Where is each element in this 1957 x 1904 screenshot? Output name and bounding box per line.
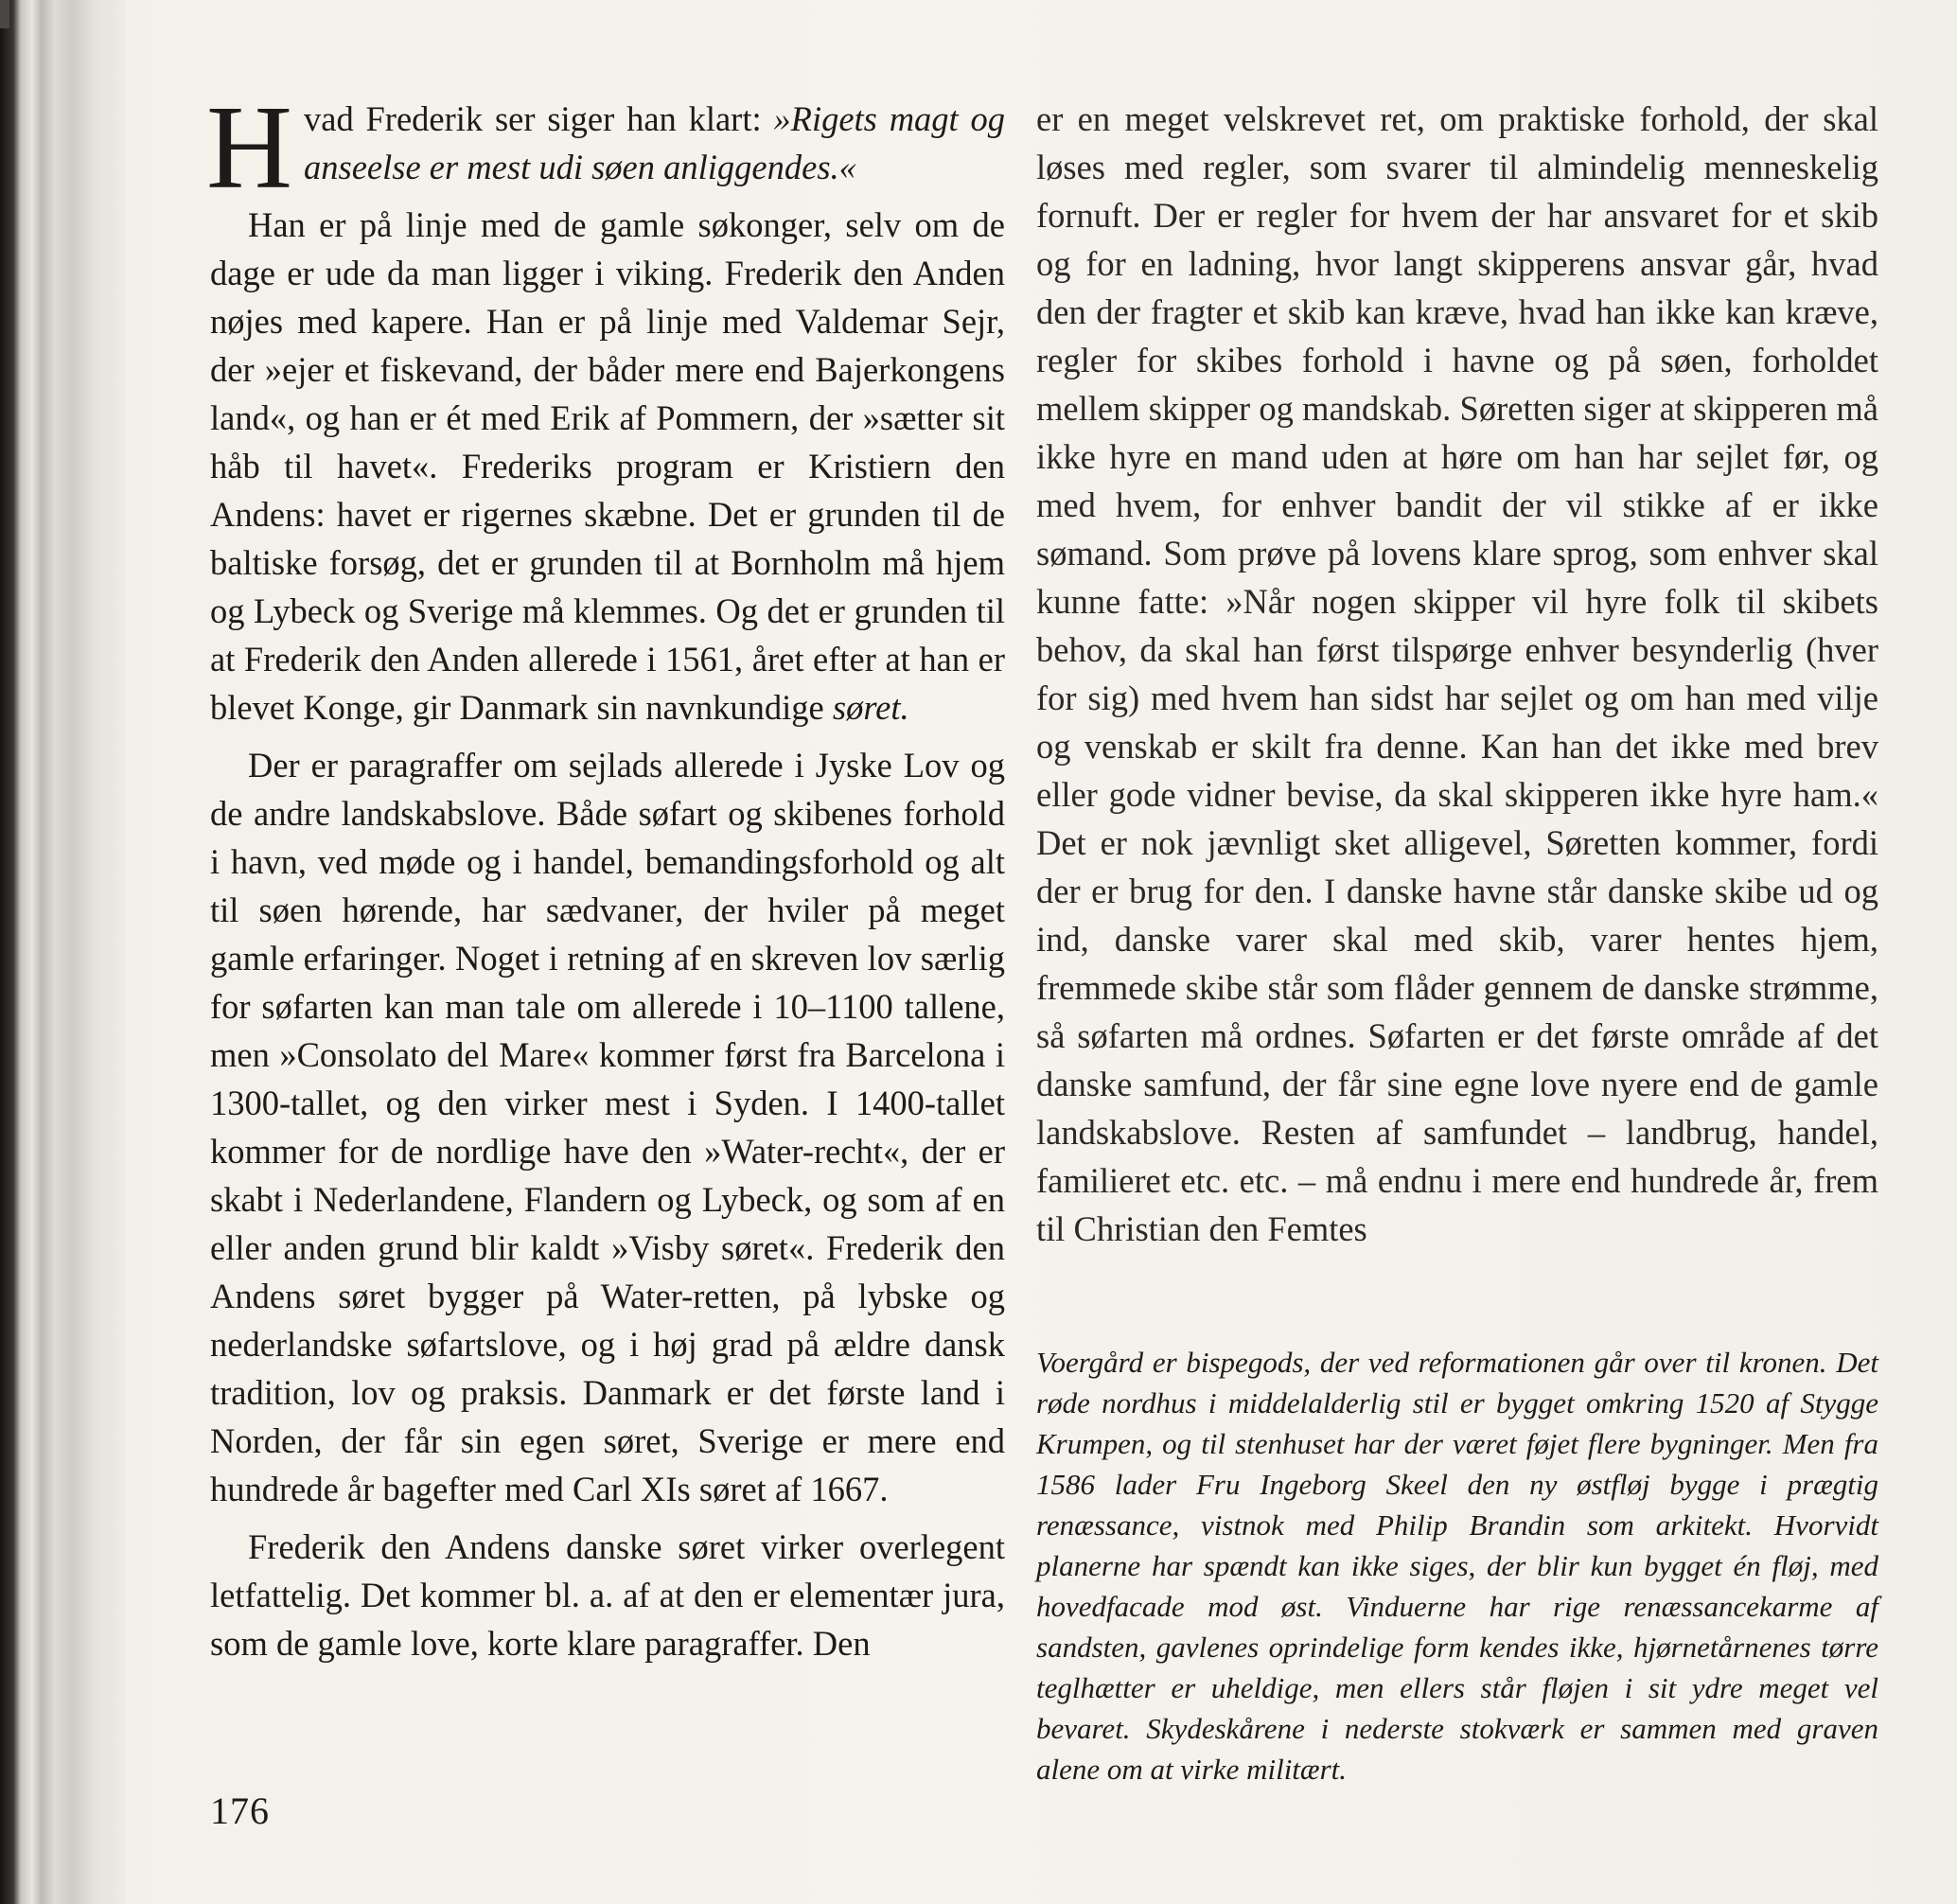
- right-text-column: [1036, 95, 1878, 1253]
- paragraph-maritime-law-history: Der er paragraffer om sejlads allerede i Jyske Lov og de andre landskabslove. Både søfart og skibenes forhold i havn, ved møde og i handel, bemandingsforhold og alt til søen hørende, har sædvaner, der hviler på meget gamle erfaringer. Noget i retning af en skreven lov særlig for søfarten kan man tale om allerede i 10–1100 tallene, men »Consolato del Mare« kommer først fra Barcelona i 1300-tallet, og den virker mest i Syden. I 1400-tallet kommer for de nordlige have den »Water-recht«, der er skabt i Nederlandene, Flandern og Lybeck, og som af en eller anden grund blir kaldt »Visby søret«. Frederik den Andens søret bygger på Water-retten, på lybske og nederlandske søfartslove, og i høj grad på ældre dansk tradition, lov og praksis. Danmark er det første land i Norden, der får sin egen søret, Sverige er mere end hundrede år bagefter med Carl XIs søret af 1667.: [210, 746, 1005, 1508]
- continued-paragraph: er en meget velskrevet ret, om praktiske forhold, der skal løses med regler, som svarer til almindelig menneskelig fornuft. Der er regler for hvem der har ansvaret for et skib og for en ladning, hvor langt skipperens ansvar går, hvad den der fragter et skib kan kræve, hvad han ikke kan kræve, regler for skibes forhold i havne og på søen, forholdet mellem skipper og mandskab. Søretten siger at skipperen må ikke hyre en mand uden at høre om han har sejlet før, og med hvem, for enhver bandit der vil stikke af er ikke sømand. Som prøve på lovens klare sprog, som enhver skal kunne fatte: »Når nogen skipper vil hyre folk til skibets behov, da skal han først tilspørge enhver besynderlig (hver for sig) med hvem han sidst har sejlet og om han med vilje og venskab er skilt fra denne. Kan han det ikke med brev eller gode vidner bevise, da skal skipperen ikke hyre ham.« Det er nok jævnligt sket alligevel, Søretten kommer, fordi der er brug for den. I danske havne står danske skibe ud og ind, danske varer skal med skib, varer hentes hjem, fremmede skibe står som flåder gennem de danske strømme, så søfarten må ordnes. Søfarten er det første område af det danske samfund, der får sine egne love nyere end de gamle landskabslove. Resten af samfundet – landbrug, handel, familieret etc. etc. – må endnu i mere end hundrede år, frem til Christian den Femtes: [1036, 99, 1878, 1248]
- left-text-column: [206, 82, 1005, 1667]
- drop-cap: H: [206, 82, 292, 214]
- book-binding-edge: [0, 0, 125, 1904]
- caption-text: Voergård er bispegods, der ved reformationen går over til kronen. Det røde nordhus i middelalderlig stil er bygget omkring 1520 af Stygge Krumpen, og til stenhuset har der været føjet flere bygninger. Men fra 1586 lader Fru Ingeborg Skeel den ny østfløj bygge i prægtig renæssance, vistnok med Philip Brandin som arkitekt. Hvorvidt planerne har spændt kan ikke siges, der blir kun bygget én fløj, med hovedfacade mod øst. Vinduerne har rige renæssancekarme af sandsten, gavlenes oprindelige form kendes ikke, hjørnetårnenes tørre teglhætter er uheldige, men ellers står fløjen i sit ydre meget vel bevaret. Skydeskårene i nederste stokværk er sammen med graven alene om at virke militært.: [1036, 1346, 1878, 1786]
- paragraph-sea-kings: Han er på linje med de gamle søkonger, selv om de dage er ude da man ligger i viking. Frederik den Anden nøjes med kapere. Han er på linje med Valdemar Sejr, der »ejer et fiskevand, der båder mere end Bajerkongens land«, og han er ét med Erik af Pommern, der »sætter sit håb til havet«. Frederiks program er Kristiern den Andens: havet er rigernes skæbne. Det er grunden til de baltiske forsøg, det er grunden til at Bornholm må hjem og Lybeck og Sverige må klemmes. Og det er grunden til at Frederik den Anden allerede i 1561, året efter at han er blevet Konge, gir Danmark sin navnkundige søret.: [210, 205, 1005, 727]
- page-number: 176: [210, 1789, 270, 1832]
- opening-paragraph: [206, 82, 1005, 214]
- opening-text: vad Frederik ser siger han klart:: [304, 99, 774, 138]
- opening-quote: »Rigets magt og anseelse er mest udi søen anliggendes.«: [304, 99, 1005, 186]
- image-caption: [1036, 1342, 1878, 1789]
- paragraph-danish-sea-law: Frederik den Andens danske søret virker overlegent letfattelig. Det kommer bl. a. af at den er elementær jura, som de gamle love, korte klare paragraffer. Den: [210, 1527, 1005, 1663]
